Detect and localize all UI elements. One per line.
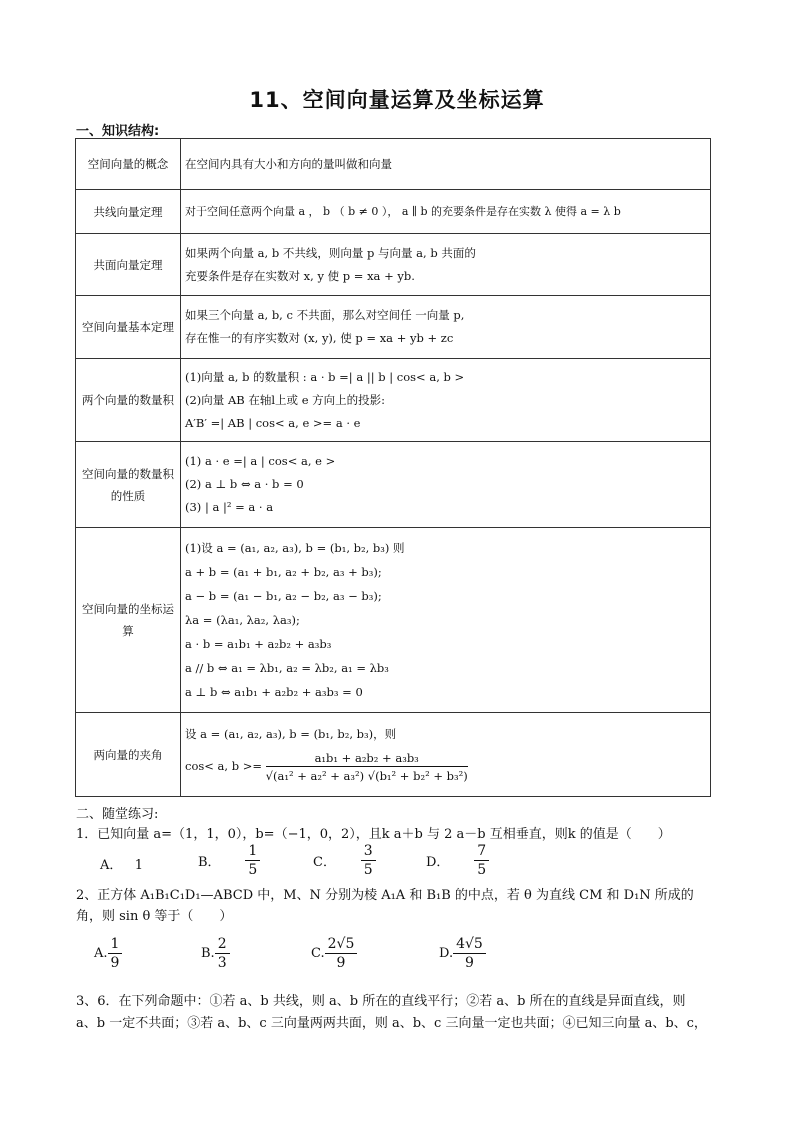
angle-formula <box>185 746 706 786</box>
formula-numerator: a₁b₁ + a₂b₂ + a₃b₃ <box>266 750 468 767</box>
question-1-options <box>100 842 720 882</box>
option-value: 1 <box>134 858 144 873</box>
table-row <box>76 139 711 190</box>
fraction-numerator: 2 <box>215 935 230 954</box>
section-heading-knowledge: 一、知识结构: <box>76 124 160 139</box>
option-label: B． <box>198 855 221 870</box>
option-label: C． <box>313 855 336 870</box>
table-row <box>76 234 711 296</box>
fraction-numerator: 7 <box>474 842 489 861</box>
content-line: (2)向量 AB 在轴l上或 e 方向上的投影: <box>185 392 386 407</box>
option-label: C. <box>311 946 325 961</box>
row-content <box>181 234 711 296</box>
content-line: 设 a = (a₁, a₂, a₃), b = (b₁, b₂, b₃)，则 <box>185 727 397 741</box>
fraction-denominator: 3 <box>217 955 227 971</box>
content-line: 如果三个向量 a, b, c 不共面，那么对空间任 一向量 p, <box>185 308 465 322</box>
option-fraction <box>474 842 489 879</box>
table-row <box>76 190 711 234</box>
content-line: λa = (λa₁, λa₂, λa₃); <box>185 613 300 627</box>
content-line: 充要条件是存在实数对 x, y 使 p = xa + yb. <box>185 268 415 283</box>
content-line: a + b = (a₁ + b₁, a₂ + b₂, a₃ + b₃); <box>185 565 382 579</box>
content-line: (3) | a |² = a · a <box>185 500 274 514</box>
row-content <box>181 296 711 359</box>
option-b <box>198 842 260 879</box>
option-b <box>201 935 230 972</box>
row-content <box>181 528 711 713</box>
question-3-line-2: a、b 一定不共面；③若 a、b、c 三向量两两共面，则 a、b、c 三向量一定也共面；④已知三向量 a、b、c， <box>76 1016 707 1031</box>
content-line: a ⊥ b ⇔ a₁b₁ + a₂b₂ + a₃b₃ = 0 <box>185 685 363 699</box>
fraction-numerator: 2√5 <box>325 935 358 954</box>
option-fraction <box>108 935 123 972</box>
question-3-line-1: 3、6．在下列命题中：①若 a、b 共线，则 a、b 所在的直线平行；②若 a、b 所在的直线是异面直线，则 <box>76 994 686 1009</box>
knowledge-table <box>75 138 711 797</box>
row-name: 共面向量定理 <box>76 234 181 296</box>
option-fraction <box>361 842 376 879</box>
formula-prefix: cos< a, b >= <box>185 759 263 773</box>
row-name: 空间向量基本定理 <box>76 296 181 359</box>
formula-denominator: √(a₁² + a₂² + a₃²) √(b₁² + b₂² + b₃²) <box>265 768 468 783</box>
fraction-numerator: 4√5 <box>453 935 486 954</box>
option-label: A． <box>100 858 123 873</box>
table-row <box>76 528 711 713</box>
table-row <box>76 296 711 359</box>
question-2-options <box>94 935 714 979</box>
question-1-text: 1．已知向量 a=（1，1，0），b=（−1，0，2），且k a＋b 与 2 a－b 互相垂直，则k 的值是（ ） <box>76 827 671 842</box>
option-fraction <box>215 935 230 972</box>
row-name: 两个向量的数量积 <box>76 359 181 442</box>
question-2-line-2: 角，则 sin θ 等于（ ） <box>76 909 233 924</box>
row-name: 空间向量的数量积的性质 <box>76 442 181 528</box>
content-line: a // b ⇔ a₁ = λb₁, a₂ = λb₂, a₁ = λb₃ <box>185 661 389 675</box>
table-row <box>76 442 711 528</box>
option-d <box>426 842 489 879</box>
content-line: (2) a ⊥ b ⇔ a · b = 0 <box>185 477 304 491</box>
fraction-denominator: 9 <box>336 955 346 971</box>
row-name: 两向量的夹角 <box>76 713 181 797</box>
option-label: B. <box>201 946 215 961</box>
option-fraction <box>325 935 358 972</box>
row-content <box>181 442 711 528</box>
option-a <box>100 854 143 873</box>
fraction-denominator: 5 <box>248 862 258 878</box>
fraction-denominator: 9 <box>465 955 474 971</box>
row-content <box>181 190 711 234</box>
content-line: 存在惟一的有序实数对 (x, y), 使 p = xa + yb + zc <box>185 331 454 345</box>
content-line: a · b = a₁b₁ + a₂b₂ + a₃b₃ <box>185 637 332 651</box>
option-d <box>439 935 486 972</box>
content-line: 对于空间任意两个向量 a ， b （ b ≠ 0 ）， a ∥ b 的充要条件是存在实数 λ 使得 a = λ b <box>185 205 621 218</box>
option-fraction <box>245 842 260 879</box>
fraction-numerator: 3 <box>361 842 376 861</box>
option-a <box>94 935 122 972</box>
content-line: (1)设 a = (a₁, a₂, a₃), b = (b₁, b₂, b₃) 则 <box>185 541 405 555</box>
content-line: A′B′ =| AB | cos< a, e >= a · e <box>185 415 361 430</box>
option-label: D． <box>426 855 450 870</box>
row-content <box>181 713 711 797</box>
option-fraction <box>453 935 486 972</box>
table-row <box>76 713 711 797</box>
row-name: 空间向量的坐标运算 <box>76 528 181 713</box>
option-c <box>313 842 376 879</box>
row-name: 空间向量的概念 <box>76 139 181 190</box>
content-line: (1)向量 a, b 的数量积 : a · b =| a || b | cos< a, b > <box>185 369 465 384</box>
option-label: D. <box>439 946 454 961</box>
content-line: (1) a · e =| a | cos< a, e > <box>185 454 336 468</box>
table-row <box>76 359 711 442</box>
row-name: 共线向量定理 <box>76 190 181 234</box>
content-line: a − b = (a₁ − b₁, a₂ − b₂, a₃ − b₃); <box>185 589 382 603</box>
section-heading-practice: 二、随堂练习: <box>76 807 159 822</box>
fraction-denominator: 9 <box>110 955 120 971</box>
question-2-line-1: 2、正方体 A₁B₁C₁D₁—ABCD 中，M、N 分别为棱 A₁A 和 B₁B 的中点，若 θ 为直线 CM 和 D₁N 所成的 <box>76 888 694 903</box>
page-title: 11、空间向量运算及坐标运算 <box>249 88 545 112</box>
option-c <box>311 935 357 972</box>
content-line: 如果两个向量 a, b 不共线，则向量 p 与向量 a, b 共面的 <box>185 245 476 260</box>
fraction-numerator: 1 <box>108 935 123 954</box>
row-content <box>181 359 711 442</box>
row-content <box>181 139 711 190</box>
formula-fraction <box>266 750 468 785</box>
fraction-denominator: 5 <box>363 862 373 878</box>
fraction-denominator: 5 <box>477 862 487 878</box>
option-label: A. <box>94 946 108 961</box>
content-line: 在空间内具有大小和方向的量叫做和向量 <box>185 156 392 171</box>
fraction-numerator: 1 <box>245 842 260 861</box>
